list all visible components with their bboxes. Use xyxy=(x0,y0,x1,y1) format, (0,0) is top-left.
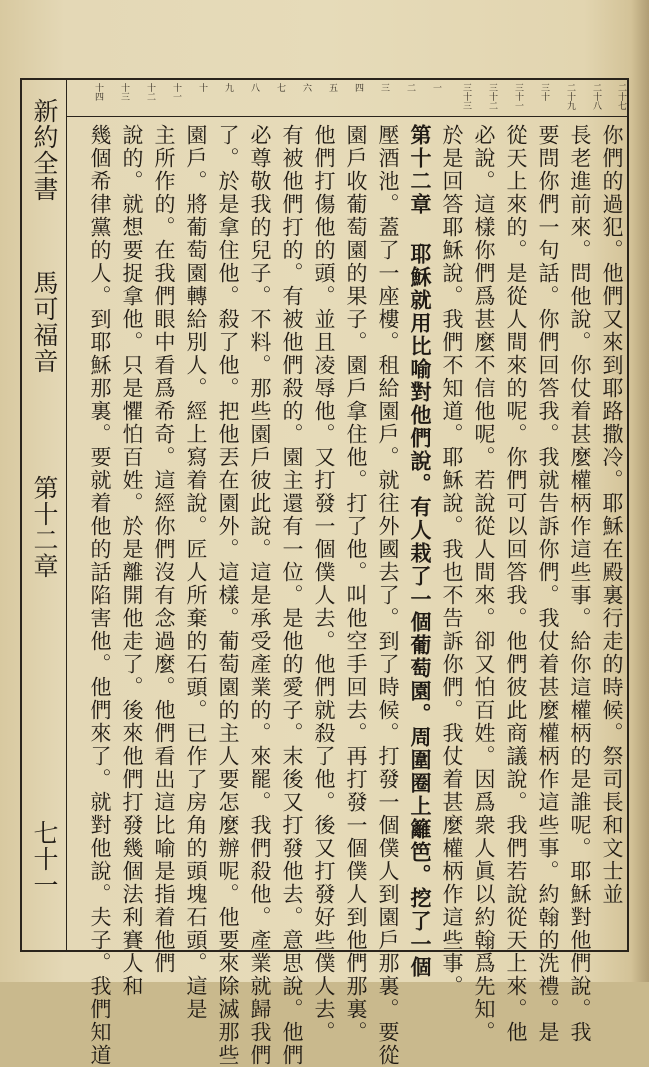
verse-number: 八 xyxy=(249,83,259,92)
text-column: 必尊敬我的兒子。不料。那些園戶彼此說。這是承受產業的。來罷。我們殺他。產業就歸我們 xyxy=(248,124,272,1067)
verse-number: 七 xyxy=(275,83,285,92)
text-column: 園戶收葡萄園的果子。園戶拿住他。打了他。叫他空手回去。再打發一個僕人到他們那裏。 xyxy=(344,124,368,1044)
chapter-label: 第十二章 xyxy=(30,475,59,579)
running-head xyxy=(22,80,67,950)
verse-number: 二 xyxy=(405,83,415,92)
verse-number: 三十三 xyxy=(461,83,471,110)
verse-number: 五 xyxy=(327,83,337,92)
text-column: 必說。這樣你們爲甚麼不信他呢。若說從人間來。卻又怕百姓。因爲衆人眞以約翰爲先知。 xyxy=(472,124,496,1044)
verse-number: 三 xyxy=(379,83,389,92)
verse-number: 三十二 xyxy=(487,83,497,110)
page-frame xyxy=(20,78,629,1067)
text-column: 壓酒池。蓋了一座樓。租給園戶。就往外國去了。到了時候。打發一個僕人到園戶那裏。要從 xyxy=(376,124,400,1067)
verse-number: 四 xyxy=(353,83,363,92)
text-column: 園戶。將葡萄園轉給別人。經上寫着說。匠人所棄的石頭。已作了房角的頭塊石頭。這是 xyxy=(184,124,208,1021)
verse-number: 九 xyxy=(223,83,233,92)
verse-number: 十二 xyxy=(145,83,155,101)
verse-number: 三十一 xyxy=(513,83,523,110)
verse-number: 十四 xyxy=(93,83,103,101)
text-column: 幾個希律黨的人。到耶穌那裏。要就着他的話陷害他。他們來了。就對他說。夫子。我們知道 xyxy=(88,124,112,1067)
text-column: 於是回答耶穌說。我們不知道。耶穌說。我也不告訴你們。我仗着甚麼權柄作這些事。 xyxy=(440,124,464,998)
verse-number: 二十七 xyxy=(616,83,626,110)
book-title: 新約全書 xyxy=(30,98,59,202)
page-number: 七十一 xyxy=(30,820,59,898)
verse-number: 十 xyxy=(197,83,207,92)
scripture-text xyxy=(66,116,627,1067)
verse-number: 二十九 xyxy=(565,83,575,110)
verse-number: 十三 xyxy=(119,83,129,101)
verse-number-row xyxy=(66,80,627,117)
text-column: 要問你們一句話。你們回答我。我就告訴你們。我仗着甚麼權柄作這些事。約翰的洗禮。是 xyxy=(536,124,560,1044)
text-column: 你們的過犯。他們又來到耶路撒冷。耶穌在殿裏行走的時候。祭司長和文士並 xyxy=(600,124,624,906)
verse-number: 二十八 xyxy=(591,83,601,110)
verse-number: 三十 xyxy=(539,83,549,101)
text-column: 長老進前來。問他說。你仗着甚麼權柄作這些事。給你這權柄的是誰呢。耶穌對他們說。我 xyxy=(568,124,592,1044)
text-column: 從天上來的。是從人間來的呢。你們可以回答我。他們彼此商議說。我們若說從天上來。他 xyxy=(504,124,528,1044)
text-column: 他們打傷他的頭。並且凌辱他。又打發一個僕人去。他們就殺了他。後又打發好些僕人去。 xyxy=(312,124,336,1044)
verse-number: 六 xyxy=(301,83,311,92)
text-column: 了。於是拿住他。殺了他。把他丟在園外。這樣。葡萄園的主人要怎麼辦呢。他要來除滅那些 xyxy=(216,124,240,1067)
verse-number: 一 xyxy=(431,83,441,92)
verse-number: 十一 xyxy=(171,83,181,101)
chapter-start-column: 第十二章 耶穌就用比喻對他們說。有人栽了一個葡萄園。周圍圈上籬笆。挖了一個 xyxy=(408,124,433,979)
gospel-title: 馬可福音 xyxy=(30,270,59,374)
text-column: 說的。就想要捉拿他。只是懼怕百姓。於是離開他走了。後來他們打發幾個法利賽人和 xyxy=(120,124,144,998)
text-column: 有被他們打的。有被他們殺的。園主還有一位。是他的愛子。末後又打發他去。意思說。他們 xyxy=(280,124,304,1067)
text-column: 主所作的。在我們眼中看爲希奇。這經你們沒有念過麼。他們看出這比喻是指着他們 xyxy=(152,124,176,975)
